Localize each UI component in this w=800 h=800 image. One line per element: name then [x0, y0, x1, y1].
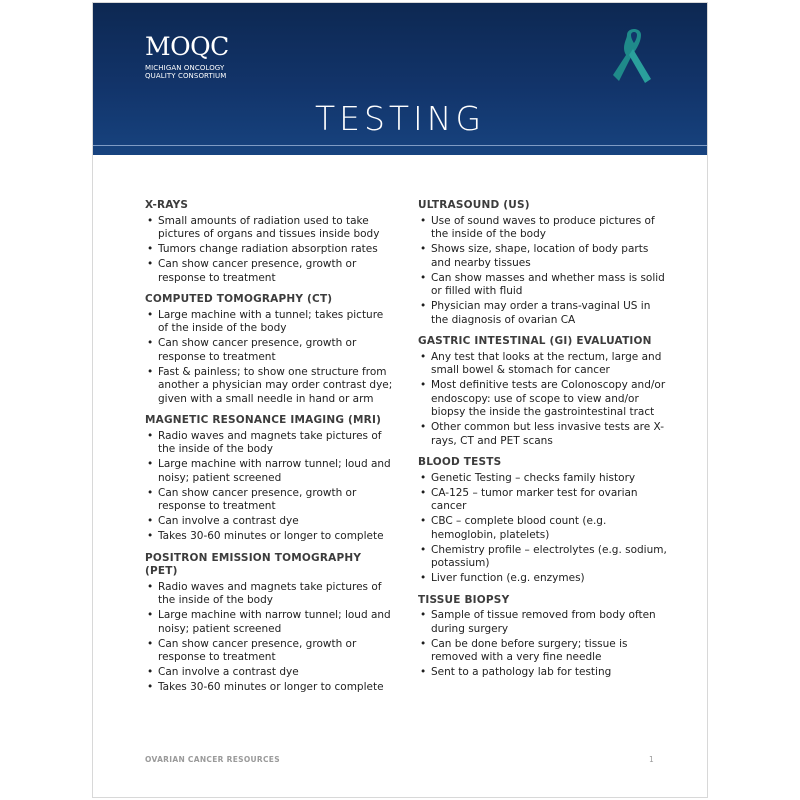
right-column: [418, 199, 668, 688]
list-item: • Use of sound waves to produce pictures of the inside of the body: [418, 215, 668, 242]
list-item: • Genetic Testing – checks family history: [418, 472, 668, 486]
section-title: GASTRIC INTESTINAL (GI) EVALUATION: [418, 335, 652, 347]
logo-subtitle-line1: MICHIGAN ONCOLOGY: [145, 64, 225, 72]
list-item: • Takes 30-60 minutes or longer to complete: [145, 681, 395, 695]
page-header: [93, 3, 707, 155]
list-item: • Can involve a contrast dye: [145, 515, 395, 529]
section-gi-evaluation: [418, 335, 668, 448]
list-item: • CBC – complete blood count (e.g. hemoglobin, platelets): [418, 515, 668, 542]
list-item: • Can show cancer presence, growth or response to treatment: [145, 258, 395, 285]
list-item: • CA-125 – tumor marker test for ovarian cancer: [418, 487, 668, 514]
section-mri: [145, 414, 395, 544]
list-item: • Any test that looks at the rectum, large and small bowel & stomach for cancer: [418, 351, 668, 378]
list-item: • Physician may order a trans-vaginal US in the diagnosis of ovarian CA: [418, 300, 668, 327]
section-pet: [145, 552, 395, 695]
section-title: COMPUTED TOMOGRAPHY (CT): [145, 293, 333, 305]
list-item: • Tumors change radiation absorption rates: [145, 243, 395, 257]
section-title: POSITRON EMISSION TOMOGRAPHY (PET): [145, 551, 362, 577]
page-title: TESTING: [314, 99, 486, 138]
list-item: • Shows size, shape, location of body parts and nearby tissues: [418, 243, 668, 270]
section-blood-tests: [418, 456, 668, 586]
list-item: • Radio waves and magnets take pictures of the inside of the body: [145, 581, 395, 608]
moqc-logo: [145, 33, 229, 80]
list-item: • Other common but less invasive tests are X-rays, CT and PET scans: [418, 421, 668, 448]
list-item: • Takes 30-60 minutes or longer to complete: [145, 530, 395, 544]
list-item: • Large machine with a tunnel; takes picture of the inside of the body: [145, 309, 395, 336]
list-item: • Can show cancer presence, growth or response to treatment: [145, 638, 395, 665]
section-title: BLOOD TESTS: [418, 456, 502, 468]
section-ct: [145, 293, 395, 406]
awareness-ribbon-icon: [611, 25, 657, 87]
section-title: X-RAYS: [145, 199, 189, 211]
section-title: MAGNETIC RESONANCE IMAGING (MRI): [145, 414, 382, 426]
section-tissue-biopsy: [418, 594, 668, 680]
left-column: [145, 199, 395, 703]
section-title: TISSUE BIOPSY: [418, 593, 510, 606]
list-item: • Sent to a pathology lab for testing: [418, 666, 668, 680]
list-item: • Can show cancer presence, growth or response to treatment: [145, 487, 395, 514]
list-item: • Can show cancer presence, growth or response to treatment: [145, 337, 395, 364]
logo-subtitle-line2: QUALITY CONSORTIUM: [145, 72, 227, 80]
list-item: • Large machine with narrow tunnel; loud and noisy; patient screened: [145, 609, 395, 636]
list-item: • Fast & painless; to show one structure from another a physician may order contrast dye; given with a small needle in hand or arm: [145, 366, 395, 407]
section-xrays: [145, 199, 395, 285]
document-page: [92, 2, 708, 798]
list-item: • Chemistry profile – electrolytes (e.g. sodium, potassium): [418, 544, 668, 571]
section-title: ULTRASOUND (US): [418, 199, 530, 211]
logo-wordmark: MOQC: [145, 32, 229, 61]
list-item: • Can show masses and whether mass is solid or filled with fluid: [418, 272, 668, 299]
list-item: • Most definitive tests are Colonoscopy and/or endoscopy: use of scope to view and/or biopsy the inside the gastrointestinal tract: [418, 379, 668, 420]
list-item: • Sample of tissue removed from body often during surgery: [418, 609, 668, 636]
list-item: • Can involve a contrast dye: [145, 666, 395, 680]
list-item: • Large machine with narrow tunnel; loud and noisy; patient screened: [145, 458, 395, 485]
header-divider: [93, 145, 707, 146]
list-item: • Can be done before surgery; tissue is removed with a very fine needle: [418, 638, 668, 665]
page-number: 1: [649, 755, 654, 764]
list-item: • Radio waves and magnets take pictures of the inside of the body: [145, 430, 395, 457]
section-ultrasound: [418, 199, 668, 327]
list-item: • Liver function (e.g. enzymes): [418, 572, 668, 586]
footer-label: OVARIAN CANCER RESOURCES: [145, 755, 280, 764]
list-item: • Small amounts of radiation used to take pictures of organs and tissues inside body: [145, 215, 395, 242]
